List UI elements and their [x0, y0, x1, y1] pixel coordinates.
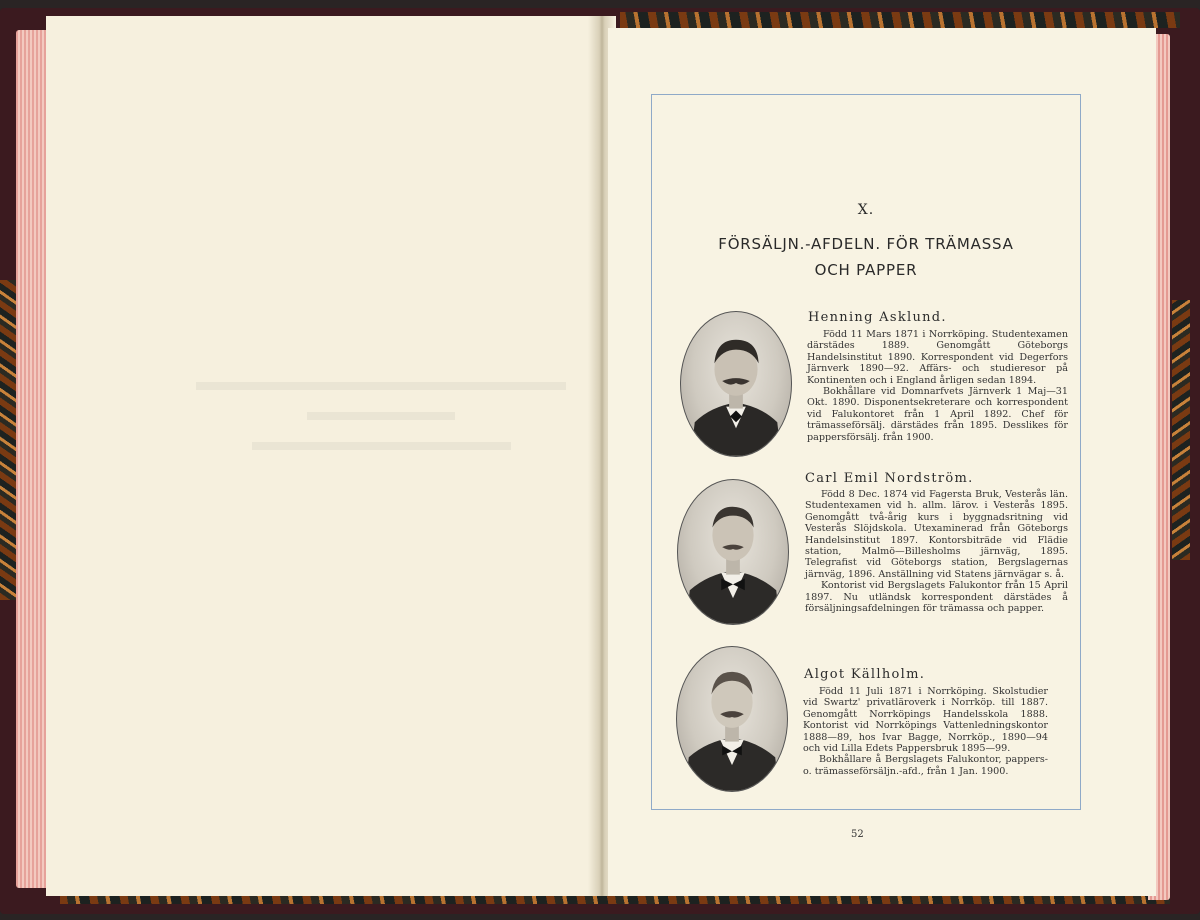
left-page	[46, 16, 598, 896]
section-heading	[651, 231, 1081, 283]
bio-paragraph: Kontorist vid Bergslagets Falukontor från 15 April 1897. Nu utländsk korrespondent därstädes å försäljningsafdelningen för trämassa och papper.	[805, 580, 1068, 615]
bio-paragraph: Född 8 Dec. 1874 vid Fagersta Bruk, Vesterås län. Studentexamen vid h. allm. lärov. i Vesterås 1895. Genomgått två-årig kurs i byggnadsritning vid Vesterås Slöjdskola. Utexaminerad från Göteborgs Handelsinstitut 1897. Kontorsbiträde vid Flädie station, Malmö—Billesholms järnväg, 1895. Telegrafist vid Göteborgs station, Bergslagernas järnväg, 1896. Anställning vid Statens järnvägar s. å.	[805, 489, 1068, 580]
bio-paragraph: Bokhållare å Bergslagets Falukontor, pappers- o. trämasseförsäljn.-afd., från 1 Jan. 1900.	[803, 754, 1048, 777]
marbled-edge-top	[620, 12, 1180, 28]
page-number: 52	[851, 829, 864, 840]
person-name: Carl Emil Nordström.	[805, 471, 974, 486]
bio-paragraph: Född 11 Mars 1871 i Norrköping. Studentexamen därstädes 1889. Genomgått Göteborgs Handelsinstitut 1890. Korrespondent vid Degerfors Järnverk 1890—92. Affärs- och studieresor på Kontinenten och i England årligen sedan 1894.	[807, 329, 1068, 386]
person-name: Algot Källholm.	[804, 667, 926, 682]
heading-line-1: FÖRSÄLJN.-AFDELN. FÖR TRÄMASSA	[718, 235, 1014, 253]
portrait-photo	[677, 479, 789, 625]
chapter-number: X.	[857, 202, 875, 218]
person-name: Henning Asklund.	[808, 310, 947, 325]
show-through-text	[196, 382, 566, 482]
bio-paragraph: Bokhållare vid Domnarfvets Järnverk 1 Maj—31 Okt. 1890. Disponentsekreterare och korrespondent vid Falukontoret från 1 April 1892. Chef för trämasseförsälj. därstädes från 1895. Desslikes för pappersförsälj. från 1900.	[807, 386, 1068, 443]
marbled-endpaper-right	[1172, 300, 1190, 560]
person-biography	[805, 489, 1068, 614]
portrait-photo	[680, 311, 792, 457]
person-biography	[803, 686, 1048, 777]
portrait-photo	[676, 646, 788, 792]
heading-line-2: OCH PAPPER	[814, 261, 918, 279]
person-biography	[807, 329, 1068, 443]
bio-paragraph: Född 11 Juli 1871 i Norrköping. Skolstudier vid Swartz' privatläroverk i Norrköp. till 1887. Genomgått Norrköpings Handelsskola 1888. Kontorist vid Norrköpings Vattenledningskontor 1888—89, hos Ivar Bagge, Norrköp., 1890—94 och vid Lilla Edets Pappersbruk 1895—99.	[803, 686, 1048, 755]
